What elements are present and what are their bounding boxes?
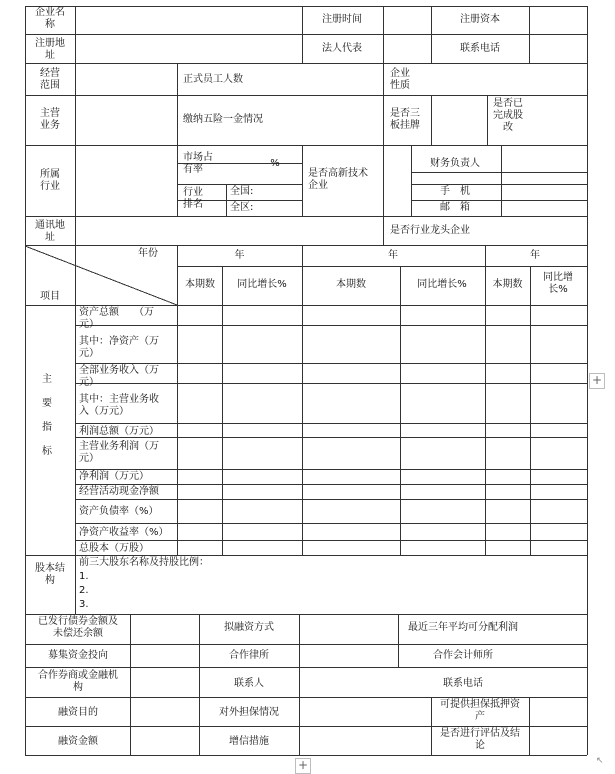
label-industry-rank: 行业 排名 <box>183 187 203 210</box>
label-social-insurance: 缴纳五险一金情况 <box>183 114 263 125</box>
label-external-guarantee: 对外担保情况 <box>219 707 279 718</box>
label-financing-purpose: 融资目的 <box>58 707 98 718</box>
table-handle-icon[interactable]: ↖ <box>596 756 604 766</box>
label-financing-method: 拟融资方式 <box>224 622 274 633</box>
label-credit-enhancement: 增信措施 <box>229 736 269 747</box>
indicator-main-profit: 主营业务利润（万 元） <box>79 441 159 464</box>
label-contact-person: 联系人 <box>234 678 264 689</box>
label-yoy-3: 同比增 长% <box>543 272 573 295</box>
indicator-debt-ratio: 资产负债率（%） <box>79 506 159 517</box>
label-law-firm: 合作律所 <box>229 650 269 661</box>
label-business-scope: 经营 范围 <box>40 68 60 91</box>
label-year-header: 年份 <box>138 248 158 259</box>
indicator-total-profit: 利润总额（万元） <box>79 426 159 437</box>
indicator-roe: 净资产收益率（%） <box>79 527 169 538</box>
shareholder-item-1: 1. <box>79 571 89 582</box>
label-main-business: 主营 业务 <box>40 108 60 131</box>
label-avg-distributable-profit: 最近三年平均可分配利润 <box>408 622 518 633</box>
label-share-reform: 是否已 完成股 改 <box>493 98 523 133</box>
label-year-2: 年 <box>388 250 398 261</box>
label-mobile: 手 机 <box>440 186 470 197</box>
label-contact-phone: 联系电话 <box>460 43 500 54</box>
shareholder-item-2: 2. <box>79 585 89 596</box>
label-equity-structure: 股本结 构 <box>35 563 65 586</box>
label-yoy-1: 同比增长% <box>237 279 287 290</box>
label-email: 邮 箱 <box>440 202 470 213</box>
label-high-tech: 是否高新技术 企业 <box>308 168 368 191</box>
label-regional: 全区: <box>230 202 254 213</box>
label-registered-capital: 注册资本 <box>460 14 500 25</box>
label-collateral-assets: 可提供担保抵押资 产 <box>440 699 520 722</box>
indicator-operating-cashflow: 经营活动现金净额 <box>79 486 159 497</box>
label-current-period-1: 本期数 <box>185 279 215 290</box>
label-contact-phone-2: 联系电话 <box>443 678 483 689</box>
indicator-net-assets: 其中：净资产（万 元） <box>79 336 159 359</box>
label-issued-bonds: 已发行债券金额及 未偿还余额 <box>38 616 118 639</box>
label-leading-enterprise: 是否行业龙头企业 <box>390 225 470 236</box>
label-registered-address: 注册地 址 <box>35 38 65 61</box>
shareholder-item-3: 3. <box>79 599 89 610</box>
label-company-name: 企业名 称 <box>35 7 65 30</box>
label-market-share: 市场占 有率 <box>183 152 213 175</box>
indicator-main-revenue: 其中：主营业务收 入（万元） <box>79 394 159 417</box>
label-main-indicators: 主 要 指 标 <box>42 374 52 457</box>
add-column-button[interactable]: + <box>589 373 605 389</box>
label-top3-shareholders: 前三大股东名称及持股比例： <box>79 557 209 568</box>
label-current-period-2: 本期数 <box>336 279 366 290</box>
indicator-total-revenue: 全部业务收入（万 元） <box>79 365 159 388</box>
label-financing-amount: 融资金额 <box>58 736 98 747</box>
add-row-button[interactable]: + <box>295 758 311 774</box>
label-enterprise-nature: 企业 性质 <box>390 68 410 91</box>
label-legal-representative: 法人代表 <box>322 43 362 54</box>
label-year-1: 年 <box>234 250 245 261</box>
label-yoy-2: 同比增长% <box>417 279 467 290</box>
label-fund-use: 募集资金投向 <box>48 650 108 661</box>
label-item-header: 项目 <box>40 291 60 302</box>
indicator-total-assets: 资产总额 （万 元） <box>79 307 154 330</box>
label-registration-time: 注册时间 <box>322 14 362 25</box>
label-percent: % <box>270 158 280 169</box>
label-national: 全国: <box>230 186 254 197</box>
label-new-third-board: 是否三 板挂牌 <box>390 108 420 131</box>
label-finance-head: 财务负责人 <box>430 158 480 169</box>
label-accounting-firm: 合作会计师所 <box>433 650 493 661</box>
label-current-period-3: 本期数 <box>492 279 523 290</box>
label-mail-address: 通讯地 址 <box>35 220 65 243</box>
label-industry: 所属 行业 <box>40 169 60 192</box>
label-total-shares: 总股本（万股） <box>79 543 149 554</box>
label-year-3: 年 <box>530 250 540 261</box>
label-formal-staff-count: 正式员工人数 <box>183 74 243 85</box>
label-evaluation: 是否进行评估及结 论 <box>440 728 520 751</box>
indicator-net-profit: 净利润（万元） <box>79 471 149 482</box>
label-securities-firm: 合作券商或金融机 构 <box>38 670 118 693</box>
